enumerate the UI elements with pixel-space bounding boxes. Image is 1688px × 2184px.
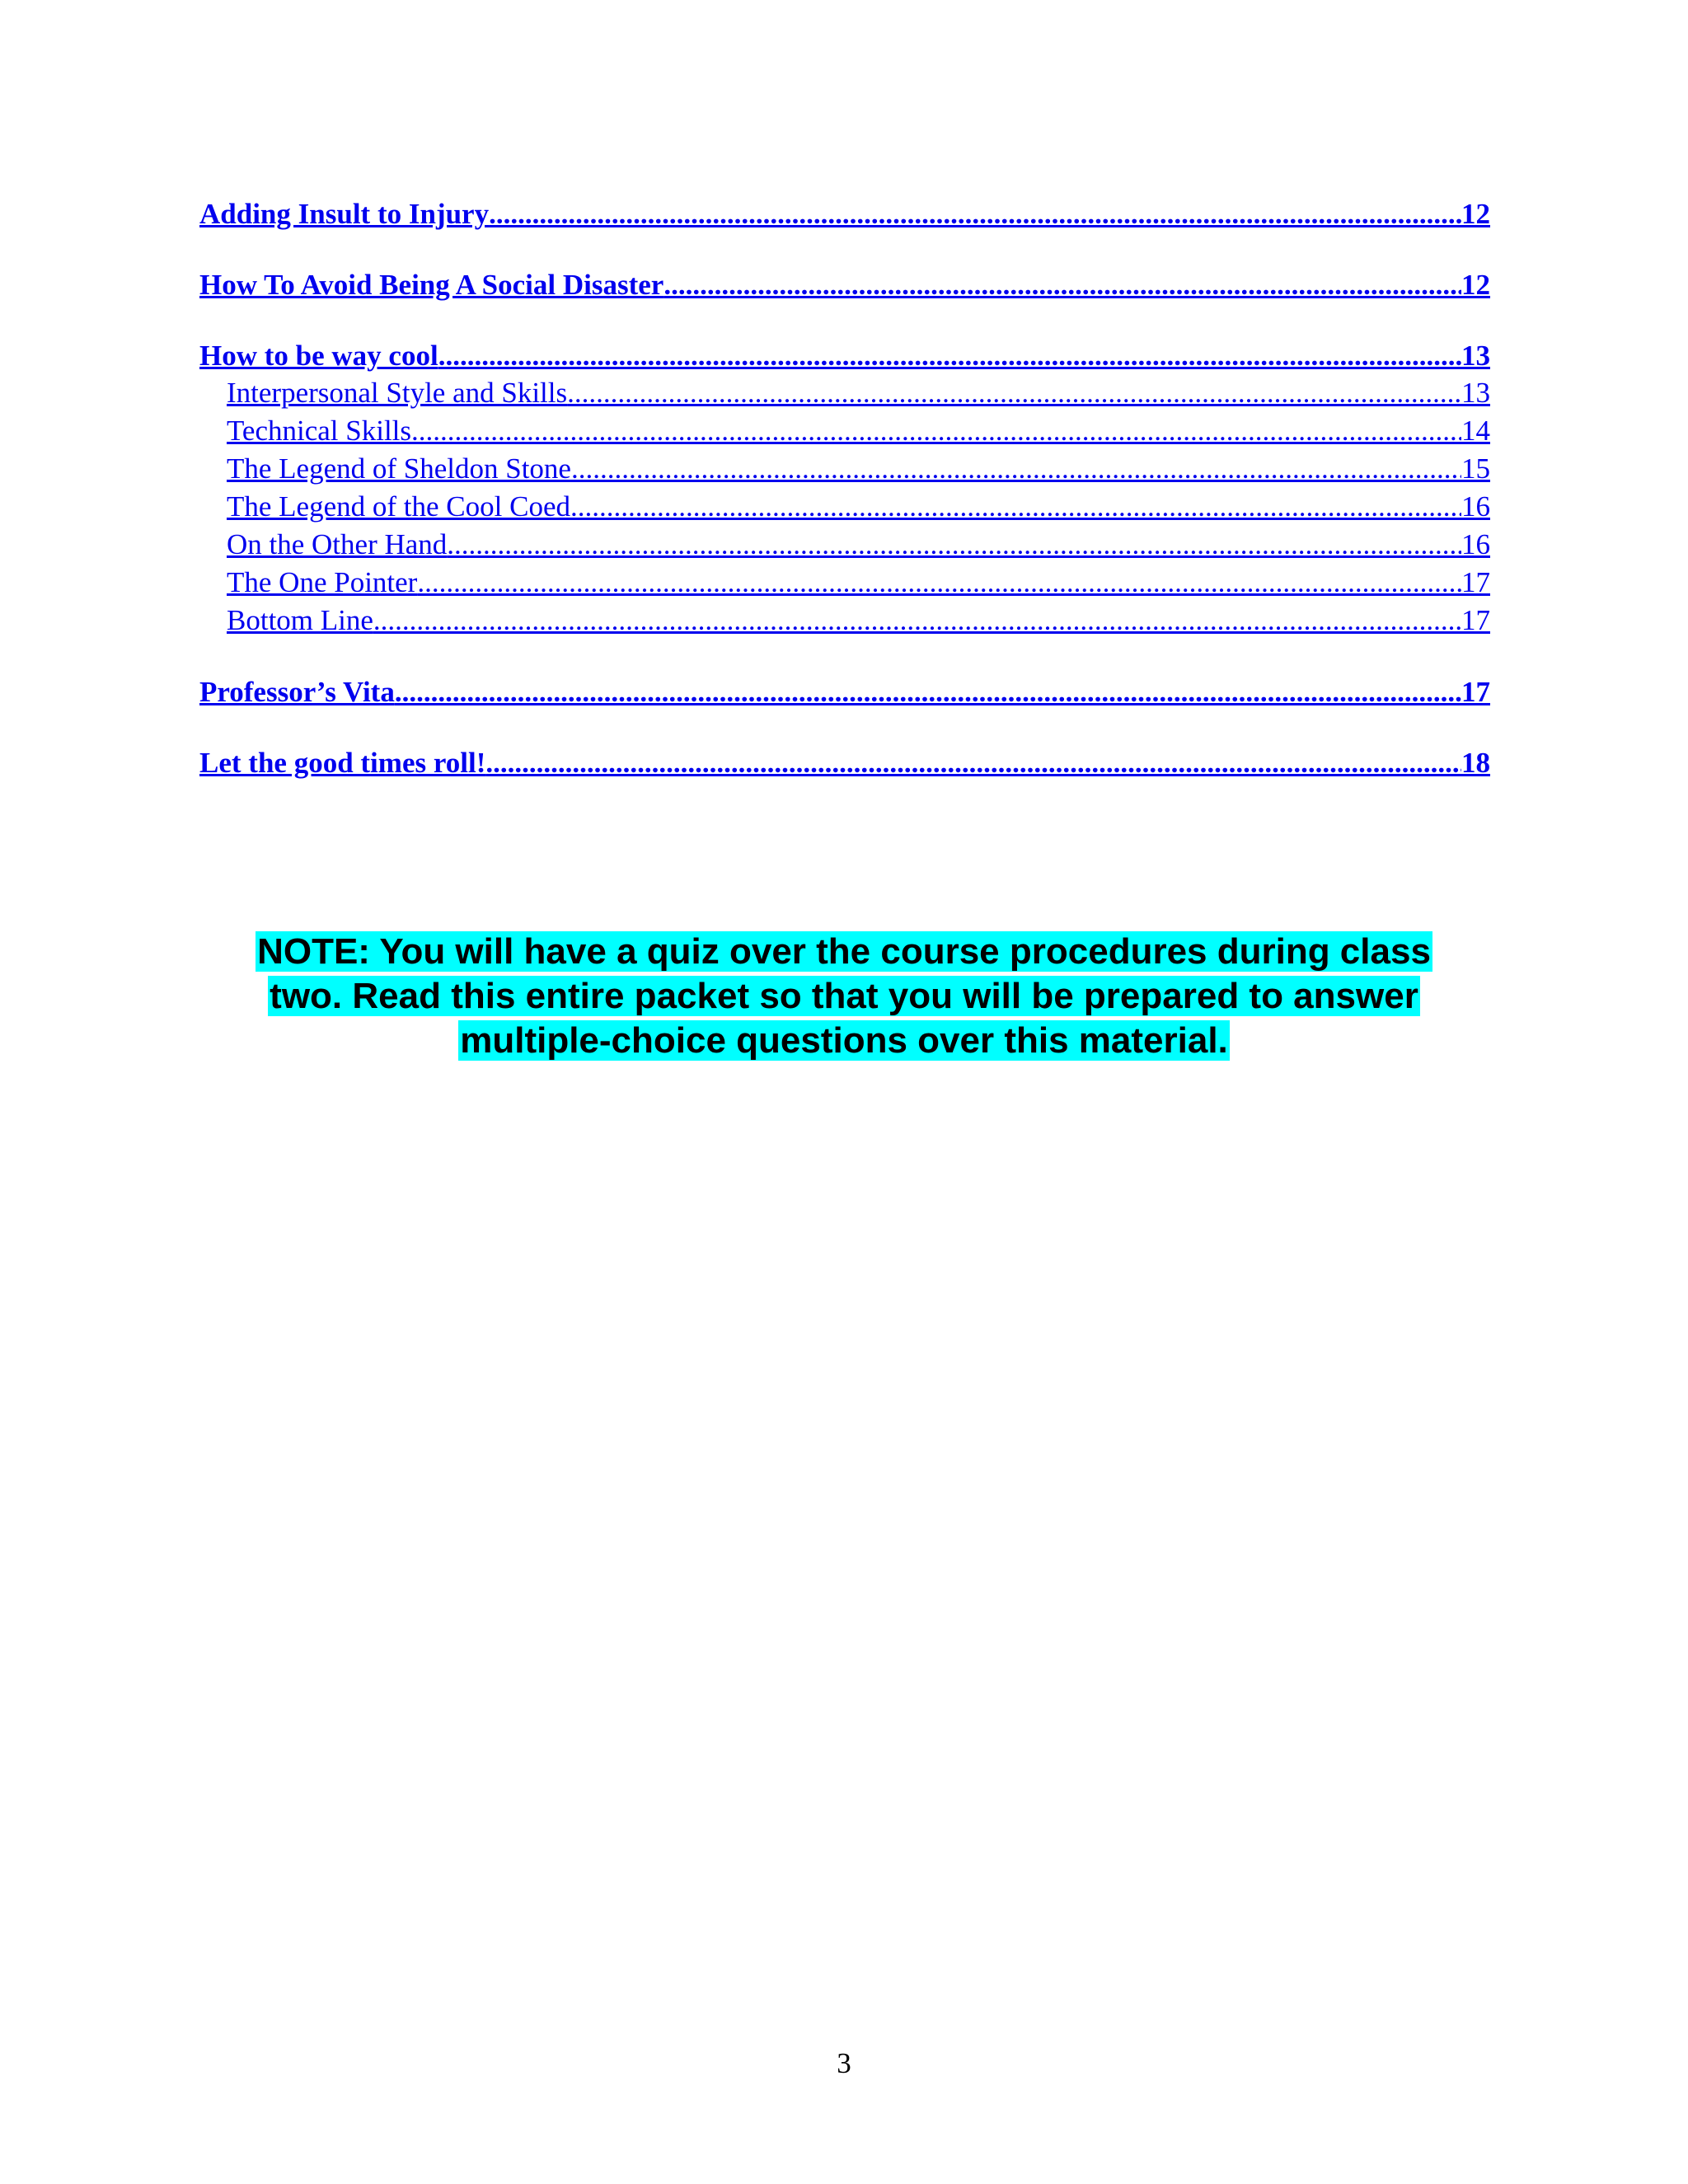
toc-entry-title: The Legend of the Cool Coed [227, 490, 570, 523]
toc-dot-leader [447, 526, 1461, 564]
toc-dot-leader [395, 674, 1461, 710]
toc-dot-leader [373, 602, 1461, 640]
toc-link-professors-vita[interactable] [199, 674, 1490, 710]
toc-link-one-pointer[interactable] [199, 564, 1490, 602]
page-number: 3 [837, 2047, 851, 2079]
toc-dot-leader [663, 267, 1461, 303]
toc-dot-leader [411, 412, 1461, 450]
note-line-3: multiple-choice questions over this material. [460, 1020, 1228, 1061]
toc-entry-title: Technical Skills [227, 415, 412, 447]
toc-dot-leader [438, 338, 1461, 374]
toc-link-cool-coed[interactable] [199, 488, 1490, 526]
toc-entry-page: 13 [1461, 340, 1490, 372]
toc-entry-title: Interpersonal Style and Skills [227, 377, 568, 409]
toc-link-technical-skills[interactable] [199, 412, 1490, 450]
toc-entry-page: 13 [1461, 377, 1490, 409]
toc-dot-leader [417, 564, 1461, 602]
toc-link-sheldon-stone[interactable] [199, 450, 1490, 488]
toc-entry-page: 12 [1461, 198, 1490, 230]
toc-dot-leader [485, 745, 1461, 781]
toc-link-interpersonal-style[interactable] [199, 374, 1490, 412]
quiz-note [165, 930, 1523, 1063]
toc-dot-leader [571, 450, 1461, 488]
toc-entry-page: 12 [1461, 269, 1490, 301]
toc-link-adding-insult-to-injury[interactable] [199, 196, 1490, 232]
toc-entry-page: 16 [1461, 490, 1490, 523]
toc-entry-title: The Legend of Sheldon Stone [227, 452, 571, 485]
toc-link-bottom-line[interactable] [199, 602, 1490, 640]
toc-entry-page: 16 [1461, 528, 1490, 560]
toc-dot-leader [489, 196, 1461, 232]
note-line-2: two. Read this entire packet so that you will be prepared to answer [270, 976, 1418, 1016]
toc-entry-title: How To Avoid Being A Social Disaster [199, 269, 664, 301]
toc-entry-title: The One Pointer [227, 566, 418, 598]
toc-entry-title: Professor’s Vita [199, 676, 395, 708]
toc-entry-title: Let the good times roll! [199, 747, 486, 779]
toc-dot-leader [570, 488, 1461, 526]
toc-link-social-disaster[interactable] [199, 267, 1490, 303]
toc-link-way-cool[interactable] [199, 338, 1490, 374]
toc-dot-leader [567, 374, 1461, 412]
toc-entry-title: On the Other Hand [227, 528, 448, 560]
toc-entry-page: 17 [1461, 604, 1490, 636]
table-of-contents [199, 196, 1490, 781]
toc-entry-page: 17 [1461, 676, 1490, 708]
toc-link-good-times[interactable] [199, 745, 1490, 781]
toc-entry-page: 18 [1461, 747, 1490, 779]
toc-entry-title: Bottom Line [227, 604, 373, 636]
toc-entry-page: 14 [1461, 415, 1490, 447]
note-line-1: NOTE: You will have a quiz over the course procedures during class [257, 931, 1431, 972]
toc-link-other-hand[interactable] [199, 526, 1490, 564]
toc-entry-page: 17 [1461, 566, 1490, 598]
toc-entry-page: 15 [1461, 452, 1490, 485]
toc-entry-title: How to be way cool [199, 340, 438, 372]
toc-entry-title: Adding Insult to Injury [199, 198, 490, 230]
